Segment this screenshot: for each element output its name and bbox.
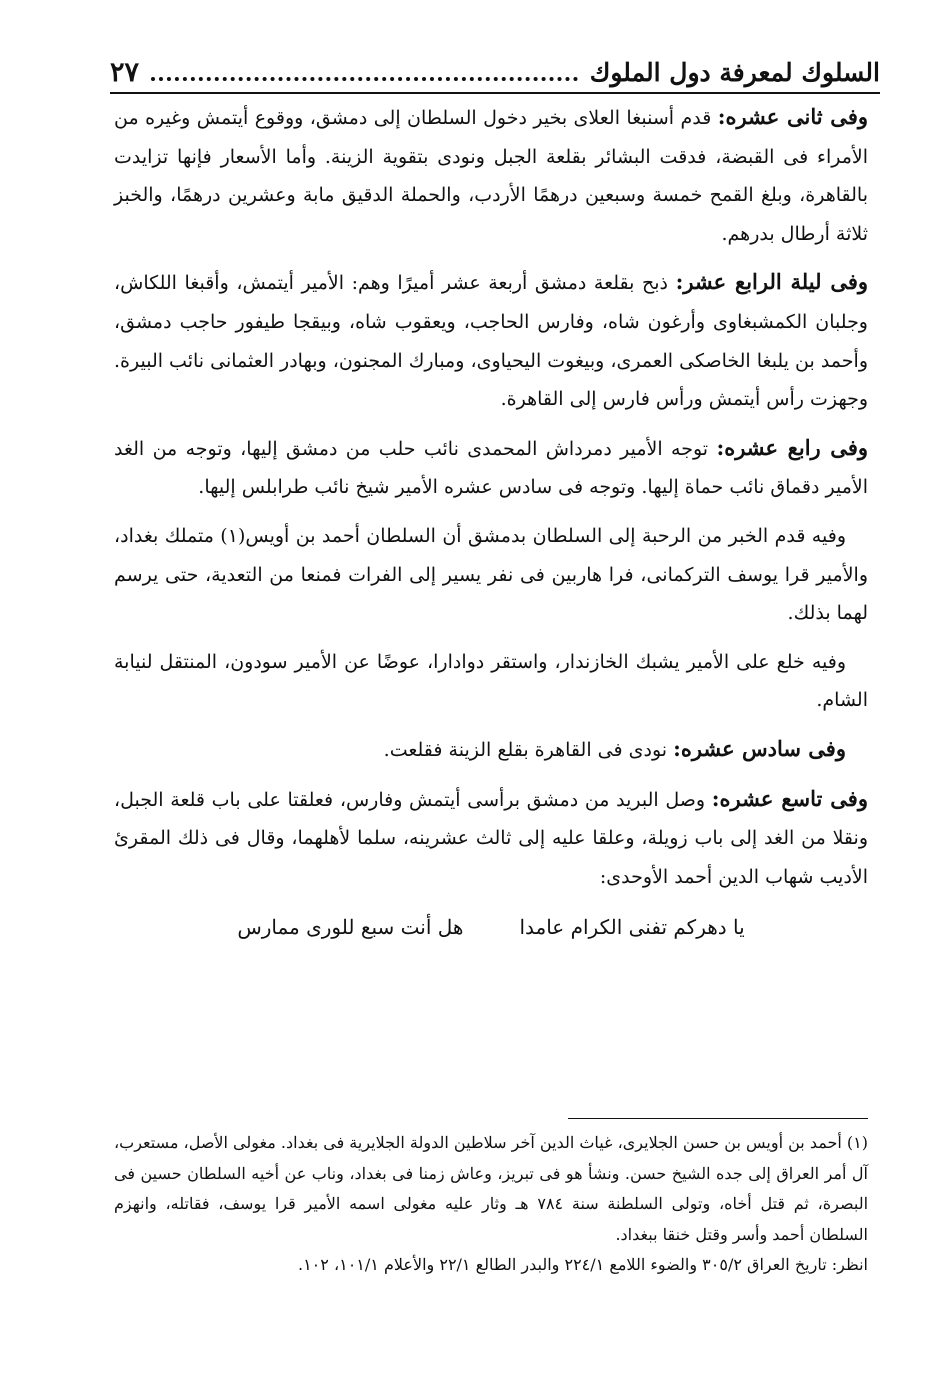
paragraph-text: وفيه قدم الخبر من الرحبة إلى السلطان بدمشق أن السلطان أحمد بن أويس(١) متملك بغداد، والأمير قرا يوسف التركمانى، فرا هاربين فى نفر يسير إلى الفرات فمنعا من التعدية، حتى يرسم لهما بذلك. (114, 524, 868, 625)
paragraph (114, 780, 868, 897)
footnote-divider (568, 1118, 868, 1119)
verse-first-hemistich: يا دهركم تفنى الكرام عامدا (519, 915, 745, 940)
paragraph-text: توجه الأمير دمرداش المحمدى نائب حلب من دمشق إليها، وتوجه من الغد الأمير دقماق نائب حماة إليها. وتوجه فى سادس عشره الأمير شيخ نائب طرابلس إليها. (114, 437, 868, 499)
paragraph (114, 429, 868, 507)
footnotes (114, 1128, 868, 1281)
running-header (110, 52, 880, 94)
leader-dots (151, 63, 578, 81)
paragraph-lead: وفى رابع عشره: (716, 434, 868, 460)
footnote-reference: انظر: تاريخ العراق ٣٠٥/٢ والضوء اللامع ٢٢٤/١ والبدر الطالع ٢٢/١ والأعلام ١٠١/١، ١٠٢. (297, 1255, 868, 1274)
paragraph-text: وفيه خلع على الأمير يشبك الخازندار، واستقر دوادارا، عوضًا عن الأمير سودون، المنتقل لنيابة الشام. (114, 650, 868, 712)
paragraph (114, 517, 868, 633)
verse-second-hemistich: هل أنت سبع للورى ممارس (237, 915, 464, 940)
paragraph-lead: وفى ليلة الرابع عشر: (675, 269, 869, 295)
paragraph (114, 98, 868, 253)
paragraph (114, 263, 868, 418)
paragraph-text: ذبح بقلعة دمشق أربعة عشر أميرًا وهم: الأمير أيتمش، وأقبغا اللكاش، وجلبان الكمشبغاوى وأرغون شاه، وفارس الحاجب، ويعقوب شاه، وبيقجا طيفور حاجب دمشق، وأحمد بن يلبغا الخاصكى العمرى، وبيغوت اليحياوى، ومبارك المجنون، وبهادر العثمانى نائب البيرة. وجهزت رأس أيتمش ورأس فارس إلى القاهرة. (114, 272, 868, 411)
paragraph-lead: وفى سادس عشره: (673, 735, 846, 761)
page-number: ٢٧ (110, 56, 140, 88)
paragraph (114, 730, 868, 770)
paragraph-lead: وفى تاسع عشره: (711, 785, 868, 811)
poem-verse (114, 908, 868, 947)
paragraph-text: نودى فى القاهرة بقلع الزينة فقلعت. (383, 738, 674, 761)
main-text (114, 98, 868, 947)
footnote: (١) أحمد بن أويس بن حسن الجلايرى، غياث الدين آخر سلاطين الدولة الجلايرية فى بغداد. مغولى الأصل، مستعرب، آل أمر العراق إلى جده الشيخ حسن. ونشأ هو فى تبريز، وعاش زمنا فى بغداد، وناب عن أخيه السلطان حسين فى البصرة، ثم قتل أخاه، وتولى السلطنة سنة ٧٨٤ هـ وثار عليه مغولى اسمه الأمير قرا يوسف، فقاتله، وانهزم السلطان أحمد وأسر وقتل خنقا ببغداد. (114, 1133, 869, 1244)
paragraph-text: وصل البريد من دمشق برأسى أيتمش وفارس، فعلقتا على باب قلعة الجبل، ونقلا من الغد إلى باب زويلة، وعلقا عليه إلى ثالث عشرينه، سلما لأهلهما، وقال فى ذلك المقرئ الأديب شهاب الدين أحمد الأوحدى: (114, 788, 868, 888)
paragraph-lead: وفى ثانى عشره: (717, 104, 868, 129)
book-title: السلوك لمعرفة دول الملوك (589, 57, 880, 87)
paragraph (114, 643, 868, 720)
paragraph-text: قدم أسنبغا العلاى بخير دخول السلطان إلى دمشق، ووقوع أيتمش وغيره من الأمراء فى القبضة، فدقت البشائر بقلعة الجبل ونودى بتقوية الزينة. وأما الأسعار فإنها تزايدت بالقاهرة، وبلغ القمح خمسة وسبعين درهمًا الأردب، والحملة الدقيق مابة وعشرين درهمًا، والخبز ثلاثة أرطال بدرهم. (114, 107, 868, 245)
